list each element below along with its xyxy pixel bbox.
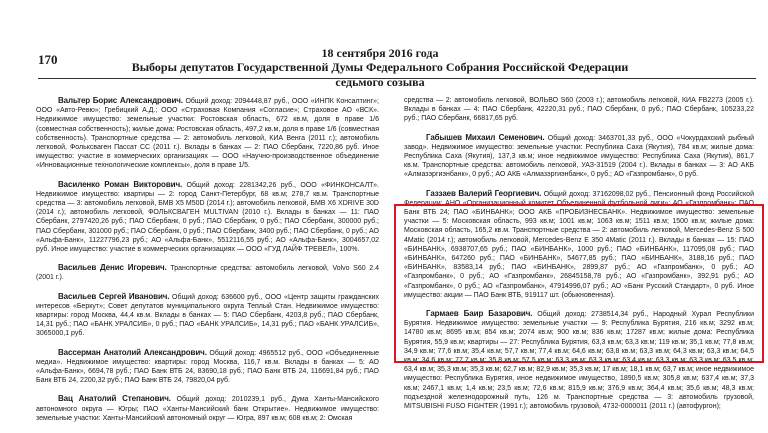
entry-vats (36, 394, 379, 423)
left-column (36, 96, 379, 432)
highlight-box (394, 204, 764, 363)
entry-valter (36, 96, 379, 171)
entry-name: Вассерман Анатолий Александрович. (58, 347, 207, 357)
entry-text: Общий доход: 2094448,87 руб., ООО «ИНПК Консалтинг»; ООО «Авто-Ревю»; Гребицкий А.Д.; ООО «Страховая Компания «Согласие»; Страховое АО «ВСК». Недвижимое имущество: земельные участки: Ростовская область, 672 кв.м, доля в праве 1/6 (совместная собственность); жилые дома: Ростовская область, 497,2 кв.м, доля в праве 1/6 (совместная собственность). Транспортные средства — 2: автомобиль легковой, КИА Венга (2011 г.); автомобиль легковой, Фольксваген Пассат СС (2011 г.). Вклады в банках — 2: ПАО Сбербанк, 7220,86 руб. Иное имущество: участие в коммерческих организациях — ООО «Научно-производственное объединение «Инновационные технологические комплексы», доля в праве 1/5. (36, 98, 379, 170)
header-rule (38, 78, 756, 79)
entry-vasiliev-sergey (36, 292, 379, 339)
entry-text: Общий доход: 636600 руб., ООО «Центр защиты гражданских интересов «Беркут»; Совет депутатов муниципального округа Теплый Стан. Недвижимое имущество: квартиры: город Москва, 44,4 кв.м. Вклады в банках — 5: ПАО Сбербанк, 4203,8 руб.; ПАО Сбербанк, 14,31 руб.; ПАО «БАНК УРАЛСИБ», 0 руб.; ПАО «БАНК УРАЛСИБ», 14,31 руб.; ПАО «БАНК УРАЛСИБ», 3065000,1 руб. (36, 293, 379, 338)
entry-text: Общий доход: 3463701,33 руб., ООО «Чокурдахский рыбный завод». Недвижимое имущество: земельные участки: Республика Саха (Якутия), 784 кв.м; жилые дома: Республика Саха (Якутия), 137,3 кв.м; иное недвижимое имущество: Республика Саха (Якутия), 861,7 кв.м. Транспортные средства: автомобиль легковой, УАЗ-31519 (2004 г.). Вклады в банках — 3: АО АКБ «Алмазэргиэнбанк», 0 руб.; АО АКБ «Алмазэргиэнбанк», 0 руб.; АО «Газпромбанк», 0 руб. (404, 134, 754, 179)
entry-name: Василенко Роман Викторович. (58, 179, 183, 189)
entry-text: Общий доход: 4965512 руб., ООО «Объединенные медиа». Недвижимое имущество: квартиры: город Москва, 116,7 кв.м. Вклады в банках — 5: АО «Альфа-Банк», 6694,78 руб.; ПАО Банк ВТБ 24, 83690,18 руб.; ПАО Банк ВТБ 24, 116691,84 руб.; ПАО Банк ВТБ 24, 2200,32 руб.; ПАО Банк ВТБ 24, 79820,04 руб. (36, 349, 379, 385)
entry-vasiliev-denis (36, 263, 379, 282)
entry-name: Васильев Сергей Иванович. (58, 291, 170, 301)
entry-vasilenko (36, 180, 379, 255)
entry-text: Общий доход: 2738514,34 руб., Народный Хурал Республики Бурятия. Недвижимое имущество: земельные участки — 9: Республика Бурятия, 216 кв.м; 3292 кв.м; 14780 кв.м; 8695 кв.м; 854 кв.м; 2074 кв.м; 900 кв.м; 836 кв.м; 17287 кв.м; жилые дома: Республика Бурятия, 55,9 кв.м; квартиры — 27: Республика Бурятия, 63,3 кв.м; 63,3 кв.м; 119 кв.м; 35,1 кв.м; 77,8 кв.м; 34,9 кв.м; 77,6 кв.м; 35,4 кв.м; 57,7 кв.м; 77,4 кв.м; 64,6 кв.м; 63,8 кв.м; 63,3 кв.м; 64,3 кв.м; 63,3 кв.м; 64,5 кв.м; 34,6 кв.м; 77,7 кв.м; 35,8 кв.м; 57,5 кв.м; 63,3 кв.м; 63,3 кв.м; 63,4 кв.м; 63,3 кв.м; 63,3 кв.м; 63,5 кв.м; 63,4 кв.м; 35,3 кв.м; 35,3 кв.м; 62,7 кв.м; 82,9 кв.м; 35,3 кв.м; 17 кв.м; 18,1 кв.м; 63,7 кв.м; иное недвижимое имущество: Республика Бурятия, иное недвижимое имущество, 1890,5 кв.м; 305,8 кв.м; 637,4 кв.м; 37,3 кв.м; 2467,1 кв.м; 1,4 кв.м; 23,5 кв.м; 72,6 кв.м; 815,9 кв.м; 376,9 кв.м; 364,4 кв.м; 35,6 кв.м; 48,3 кв.м; подъездной железнодорожный путь, 126 м. Транспортные средства — 3: автомобиль грузовой, MITSUBISHI FUSO FIGHTER (1991 г.); автомобиль грузовой, 4732-0000011 (2011 г.) (автофургон); (404, 311, 754, 411)
entry-continuation (404, 96, 754, 124)
page-number: 170 (38, 52, 58, 67)
entry-text: Транспортные средства: автомобиль легковой, Volvo S60 2.4 (2001 г.). (36, 265, 379, 282)
entry-vasserman (36, 348, 379, 386)
entry-name: Газзаев Валерий Георгиевич. (426, 188, 542, 198)
entry-gabyshev (404, 133, 754, 180)
entry-name: Гармаев Баир Базарович. (426, 309, 533, 319)
entry-text: Общий доход: 2010239,1 руб., Дума Ханты-Мансийского автономного округа — Югры; ПАО «Ханты-Мансийский банк Открытие». Недвижимое имущество: земельные участки: Ханты-Мансийский автономный округ — Югра, 897 кв.м; 608 кв.м; 2: Омская (36, 396, 379, 422)
entry-text: Общий доход: 37162098,02 руб., Пенсионный фонд Российской Федерации; АНО «Организационный комитет Объединенной футбольной лиги»; АО «Газпромбанк»; ПАО Банк ВТБ 24; ПАО «БИНБАНК»; ООО АКБ «ПРОБИЗНЕСБАНК». Недвижимое имущество: земельные участки — 5: Московская область, 993 кв.м; 1001 кв.м; 1063 кв.м; 1511 кв.м; 1500 кв.м; жилые дома: Московская область, 165,2 кв.м. Транспортные средства — 2: автомобиль легковой, Mercedes-Benz S 500 4Matic (2014 г.); автомобиль легковой, Mercedes-Benz E 350 4Matic (2011 г.). Вклады в банках — 15: ПАО «БИНБАНК», 6938707,65 руб.; ПАО «БИНБАНК», 1000 руб.; ПАО «БИНБАНК», 117095,08 руб.; ПАО «БИНБАНК», 647260 руб.; ПАО «БИНБАНК», 54677,85 руб.; ПАО «БИНБАНК», 3188,16 руб.; ПАО «БИНБАНК», 83583,14 руб.; ПАО «БИНБАНК», 2899,87 руб.; АО «Газпромбанк», 0 руб.; АО «Газпромбанк», 0 руб.; АО «Газпромбанк», 26845158,78 руб.; АО «Газпромбанк», 392,91 руб.; АО «Газпромбанк», 0 руб.; АО «Газпромбанк», 47914996,07 руб.; АО «Банк Русский Стандарт», 0 руб. Иное имущество: акции — ПАО Банк ВТБ, 919117 шт. (обыкновенная). (404, 190, 754, 299)
entry-text: средства — 2: автомобиль легковой, ВОЛЬВО S60 (2003 г.); автомобиль легковой, КИА FB2273 (2005 г.). Вклады в банках — 4: ПАО Сбербанк, 42220,31 руб.; ПАО Сбербанк, 0 руб.; ПАО Сбербанк, 105233,22 руб.; ПАО Сбербанк, 66817,65 руб. (404, 97, 754, 123)
entry-name: Вальтер Борис Александрович. (58, 96, 183, 105)
header-title: Выборы депутатов Государственной Думы Федерального Собрания Российской Федерации седьмого созыва (131, 60, 629, 89)
entry-name: Васильев Денис Игоревич. (58, 263, 167, 273)
entry-name: Габышев Михаил Семенович. (426, 132, 545, 142)
entry-name: Вац Анатолий Степанович. (58, 394, 171, 404)
header-date: 18 сентября 2016 года (321, 46, 439, 60)
page-header (120, 46, 640, 90)
entry-text: Общий доход: 2281342,26 руб., ООО «ФИНКОНСАЛТ». Недвижимое имущество: квартиры — 2: город Санкт-Петербург, 68 кв.м; 278,7 кв.м. Транспортные средства — 3: автомобиль легковой, БМВ X5 M50D (2014 г.); автомобиль легковой, БМВ X6 XDRIVE 30D (2014 г.); автомобиль легковой, ФОЛЬКСВАГЕН MULTIVAN (2010 г.). Вклады в банках — 11: ПАО Сбербанк, 2797420,26 руб.; ПАО Сбербанк, 0 руб.; ПАО Сбербанк, 0 руб.; ПАО Сбербанк, 300000 руб.; ПАО Сбербанк, 301000 руб.; ПАО Сбербанк, 0 руб.; ПАО Сбербанк, 3400 руб.; ПАО Сбербанк, 0 руб.; АО «Альфа-Банк», 11227796,23 руб.; АО «Альфа-Банк», 5512116,55 руб.; АО «Альфа-Банк», 3004657,02 руб. Иное имущество: участие в коммерческих организациях — ООО «ГУД ЛАЙФ ТРЕВЕЛ», 100%. (36, 181, 379, 254)
